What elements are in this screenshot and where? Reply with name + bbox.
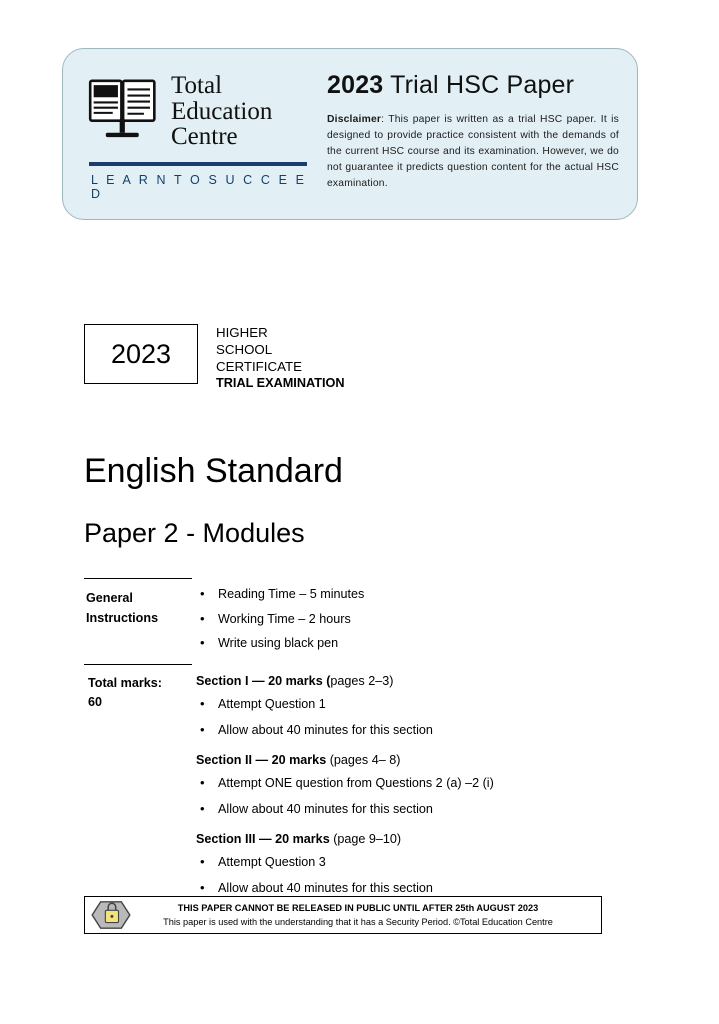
paper-title-rest: Trial HSC Paper bbox=[383, 71, 575, 99]
year-box: 2023 bbox=[84, 324, 198, 384]
section-heading bbox=[196, 832, 616, 846]
security-notice-line1: THIS PAPER CANNOT BE RELEASED IN PUBLIC UNTIL AFTER 25th AUGUST 2023 bbox=[177, 902, 539, 913]
page-title: English Standard bbox=[84, 452, 343, 490]
section-block-3 bbox=[196, 832, 616, 895]
logo-wordmark bbox=[171, 73, 272, 150]
logo-block bbox=[85, 63, 321, 205]
logo-tagline: L E A R N T O S U C C E E D bbox=[91, 173, 307, 201]
total-marks-rule bbox=[84, 664, 192, 665]
header-banner bbox=[62, 48, 638, 220]
logo-line-1: Total bbox=[171, 72, 223, 99]
paper-title bbox=[327, 71, 619, 100]
total-marks-value: 60 bbox=[88, 694, 103, 709]
security-notice-line2: This paper is used with the understanding that it has a Security Period. ©Total Education Centre bbox=[163, 917, 553, 927]
section-heading-bold: Section I — 20 marks ( bbox=[196, 674, 331, 688]
general-instructions-list bbox=[196, 588, 364, 662]
hsc-line-1: HIGHER bbox=[216, 325, 268, 340]
paper-title-year: 2023 bbox=[327, 71, 384, 99]
section-heading-bold: Section II — 20 marks bbox=[196, 753, 327, 767]
section-heading-rest: (pages 4– 8) bbox=[326, 753, 401, 767]
paper-subtitle: Paper 2 - Modules bbox=[84, 518, 305, 548]
general-instructions-rule bbox=[84, 578, 192, 579]
list-item: • Allow about 40 minutes for this section bbox=[196, 723, 616, 737]
section-block-1 bbox=[196, 674, 616, 737]
list-item: • Write using black pen bbox=[196, 637, 364, 650]
total-marks-label-line1: Total marks: bbox=[88, 676, 162, 690]
section-heading-rest: pages 2–3) bbox=[330, 674, 394, 688]
hsc-line-3: CERTIFICATE bbox=[216, 359, 302, 375]
hsc-line-4: TRIAL EXAMINATION bbox=[216, 376, 345, 391]
list-item: • Attempt ONE question from Questions 2 (a) –2 (i) bbox=[196, 776, 616, 790]
security-lock-icon bbox=[85, 899, 137, 931]
security-notice-text bbox=[137, 901, 601, 930]
logo-divider bbox=[89, 162, 307, 166]
disclaimer-text: : This paper is written as a trial HSC paper. It is designed to provide practice consistent with the demands of the current HSC course and its examination. However, we do not guarantee it predicts question content for the actual HSC examination. bbox=[327, 114, 619, 189]
hsc-line-2: SCHOOL bbox=[216, 342, 273, 358]
disclaimer bbox=[327, 112, 619, 192]
section-heading-rest: (page 9–10) bbox=[329, 832, 402, 846]
general-instructions-label bbox=[86, 589, 186, 628]
section-heading bbox=[196, 674, 616, 688]
list-item: • Working Time – 2 hours bbox=[196, 613, 364, 626]
disclaimer-label: Disclaimer bbox=[327, 114, 382, 125]
list-item: • Allow about 40 minutes for this section bbox=[196, 802, 616, 816]
section-heading bbox=[196, 753, 616, 767]
total-marks-label bbox=[88, 674, 188, 712]
list-item: • Attempt Question 1 bbox=[196, 697, 616, 711]
logo-line-3: Centre bbox=[171, 123, 238, 150]
logo-line-2: Education bbox=[171, 97, 273, 125]
list-item: • Attempt Question 3 bbox=[196, 855, 616, 869]
hsc-lines bbox=[216, 324, 345, 391]
general-instructions-label-line2: Instructions bbox=[86, 610, 159, 625]
sections-list bbox=[196, 674, 616, 911]
list-item: • Reading Time – 5 minutes bbox=[196, 588, 364, 601]
exam-identification bbox=[84, 324, 345, 391]
general-instructions-label-line1: General bbox=[86, 591, 133, 605]
section-block-2 bbox=[196, 753, 616, 816]
list-item: • Allow about 40 minutes for this section bbox=[196, 881, 616, 895]
section-heading-bold: Section III — 20 marks bbox=[196, 832, 330, 846]
open-book-icon bbox=[85, 73, 163, 152]
security-notice bbox=[84, 896, 602, 934]
